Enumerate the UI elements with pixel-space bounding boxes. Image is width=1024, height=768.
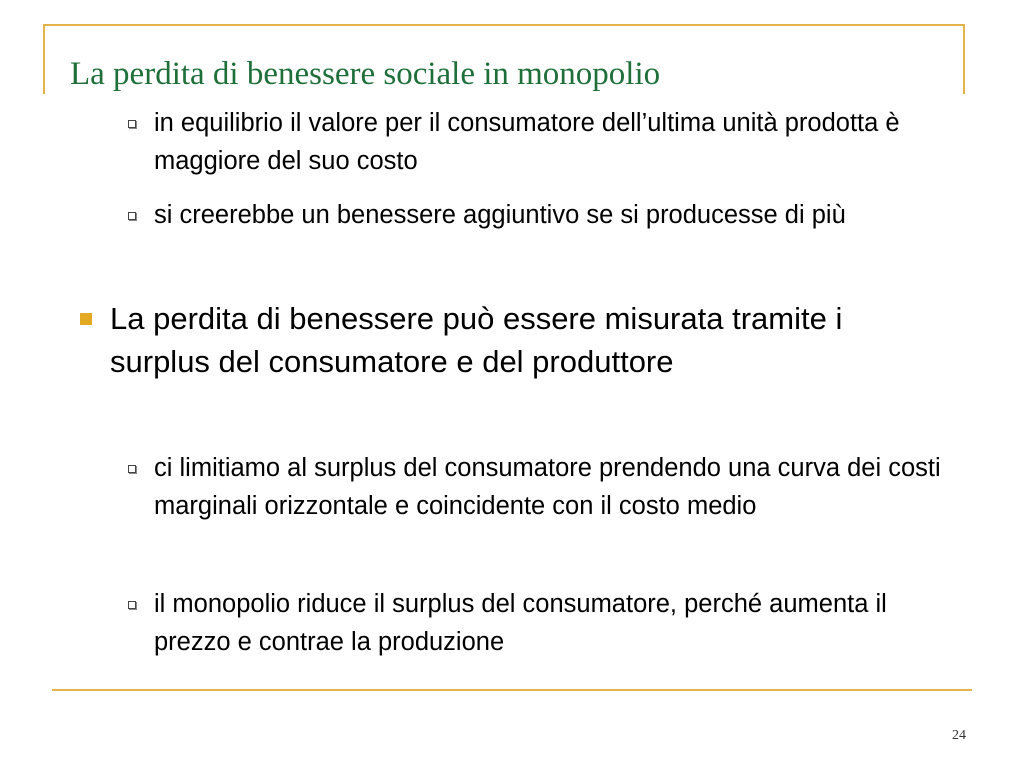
- hollow-square-icon: [128, 120, 136, 128]
- sub-bullet-text: il monopolio riduce il surplus del consumatore, perché aumenta il prezzo e contrae la produzione: [154, 590, 887, 656]
- frame-right-rule: [963, 24, 965, 94]
- main-bullet-item: [110, 297, 950, 383]
- sub-bullet-item: [154, 585, 944, 661]
- filled-square-icon: [80, 313, 92, 325]
- sub-bullet-text: ci limitiamo al surplus del consumatore prendendo una curva dei costi marginali orizzontale e coincidente con il costo medio: [154, 454, 941, 520]
- main-bullet-text: La perdita di benessere può essere misurata tramite i surplus del consumatore e del produttore: [110, 301, 843, 379]
- sub-bullet-text: si creerebbe un benessere aggiuntivo se si producesse di più: [154, 201, 846, 229]
- sub-bullet-item: [154, 196, 944, 234]
- hollow-square-icon: [128, 465, 136, 473]
- hollow-square-icon: [128, 601, 136, 609]
- frame-left-rule: [43, 24, 45, 94]
- sub-bullet-item: [154, 449, 944, 525]
- slide-title: La perdita di benessere sociale in monopolio: [70, 56, 661, 92]
- page-number: 24: [952, 728, 966, 743]
- sub-bullet-item: [154, 104, 944, 180]
- frame-top-rule: [43, 24, 965, 26]
- hollow-square-icon: [128, 212, 136, 220]
- sub-bullet-text: in equilibrio il valore per il consumatore dell’ultima unità prodotta è maggiore del suo costo: [154, 109, 900, 175]
- footer-rule: [52, 689, 972, 691]
